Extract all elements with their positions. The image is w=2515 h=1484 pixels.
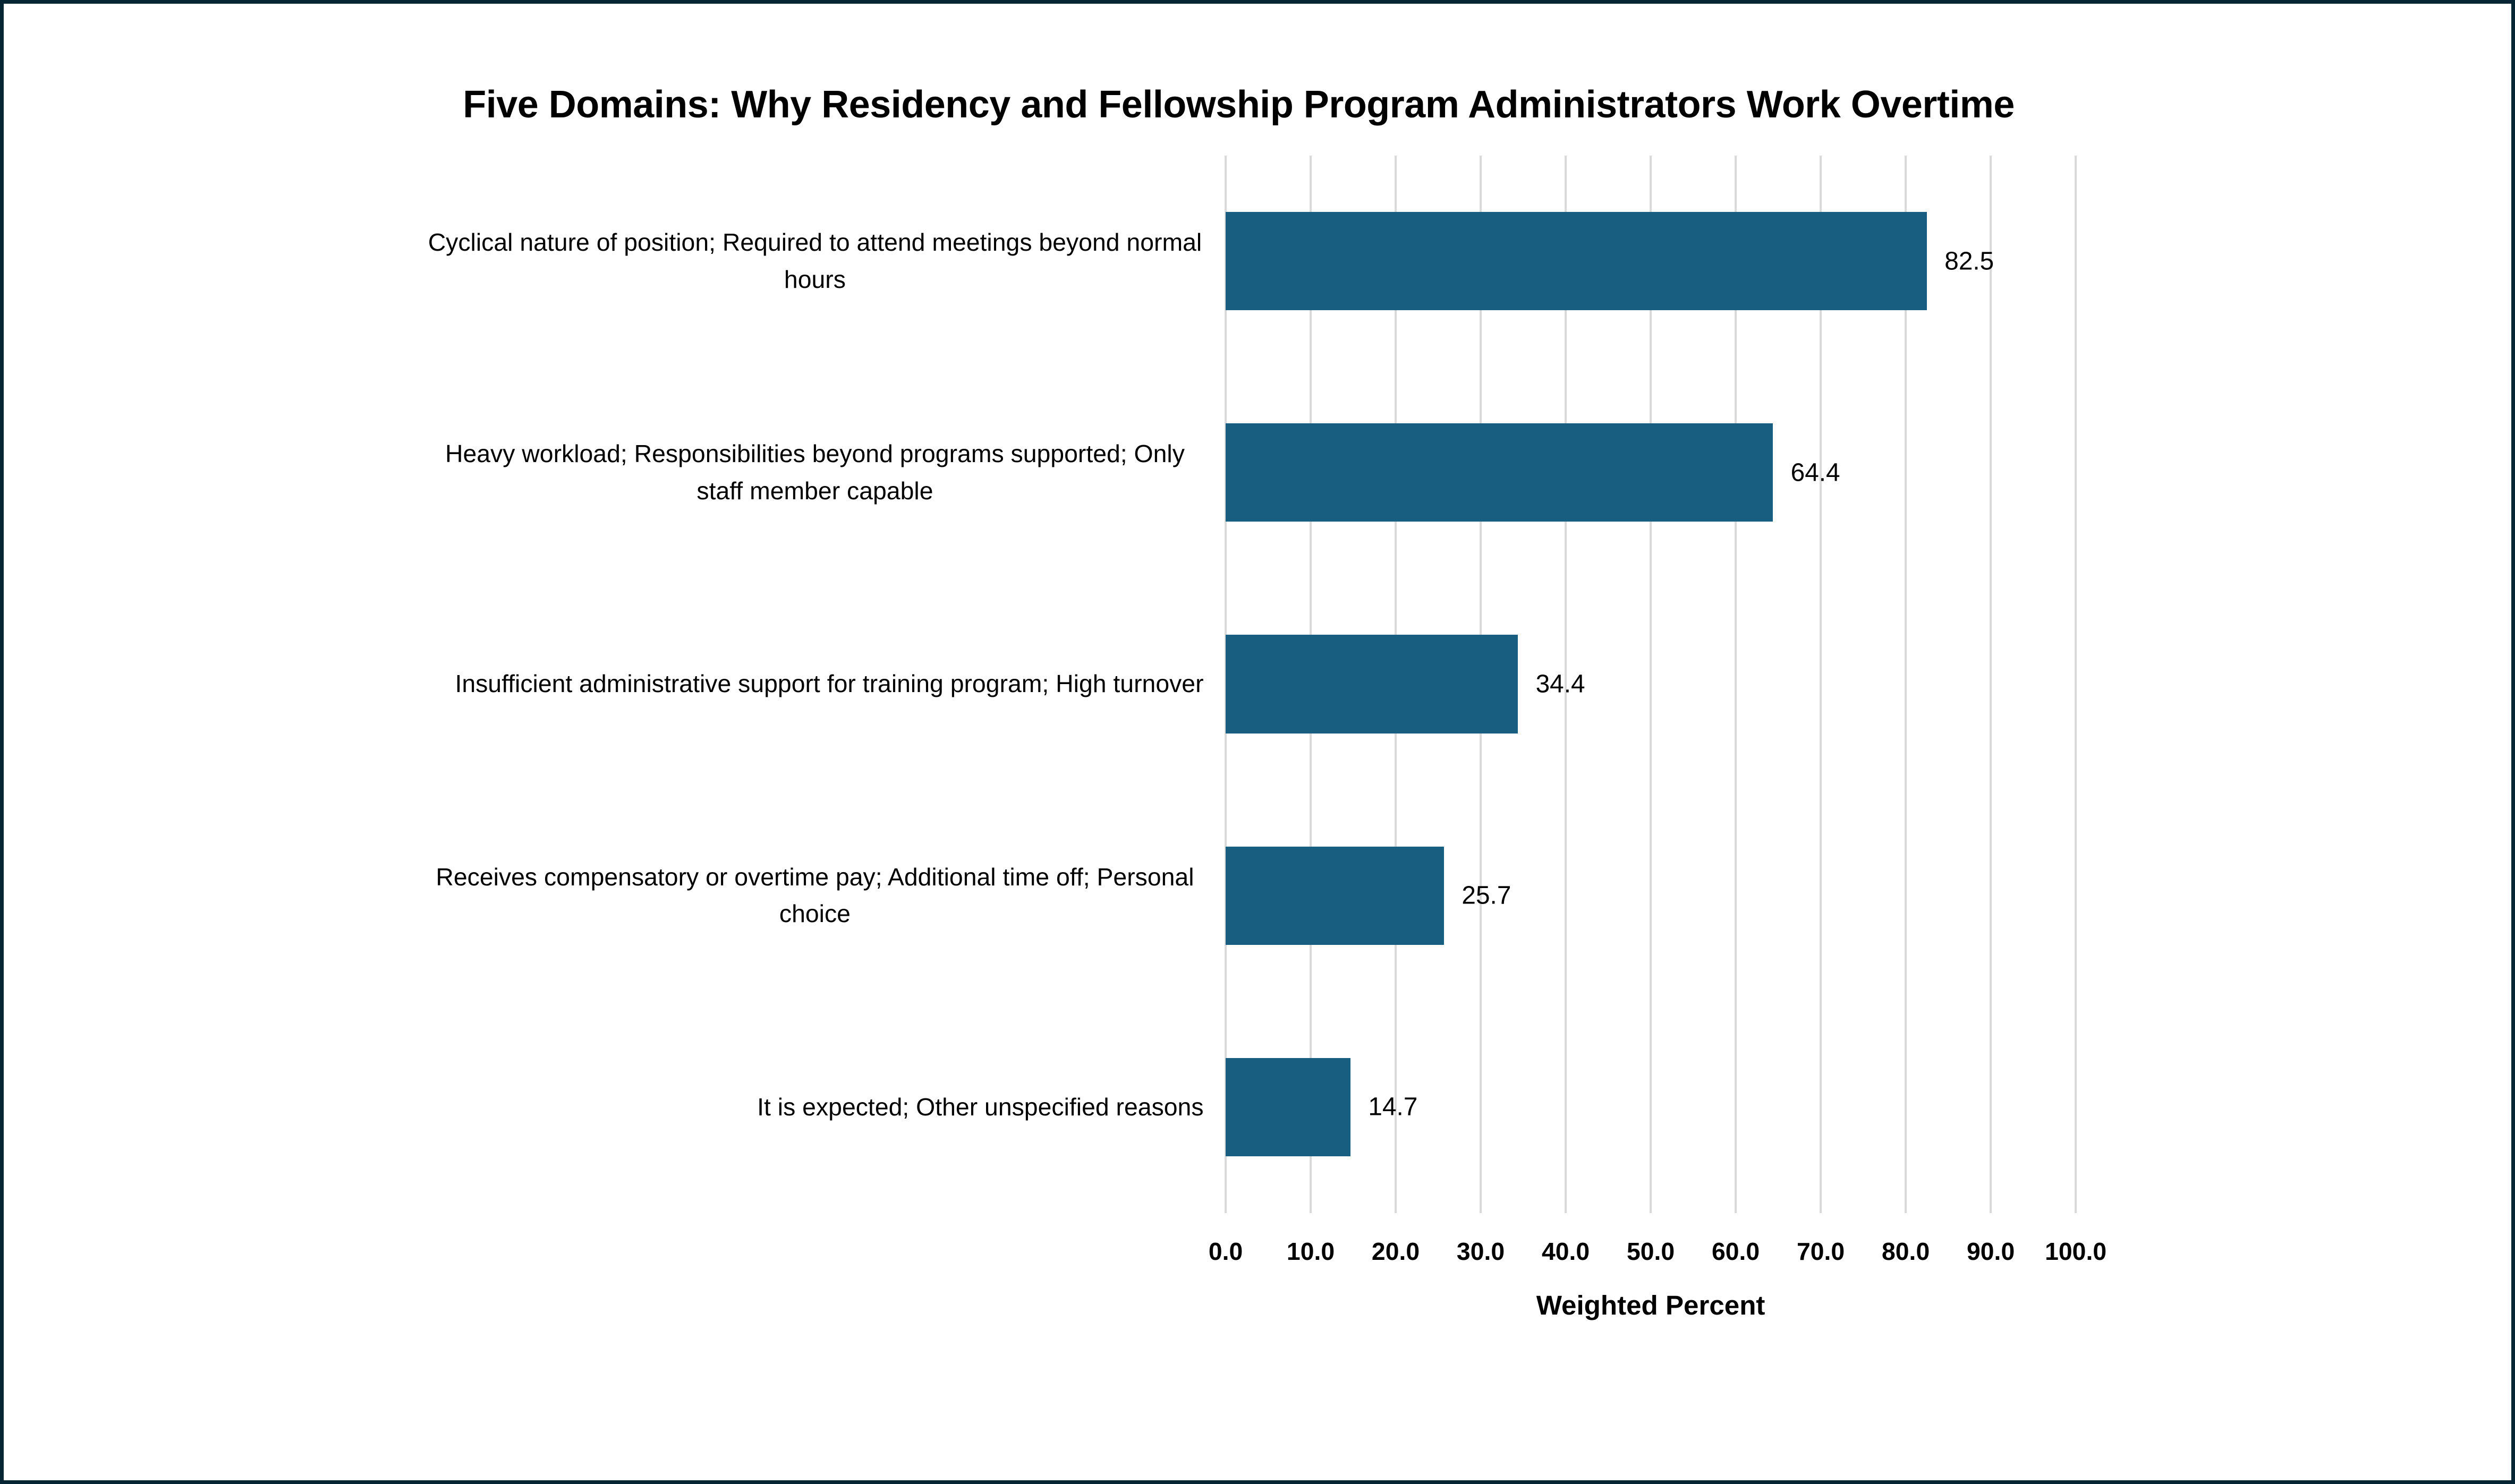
bar-row <box>1226 790 2076 1001</box>
category-label-cell <box>426 156 1203 367</box>
x-axis <box>1208 1237 2107 1272</box>
x-axis-tick-label: 40.0 <box>1541 1237 1590 1265</box>
x-axis-tick-label: 80.0 <box>1881 1237 1930 1265</box>
bar-value-label: 14.7 <box>1368 1093 1418 1121</box>
category-label-cell <box>426 578 1203 790</box>
bar <box>1226 635 1518 733</box>
bar <box>1226 1058 1350 1156</box>
x-axis-tick-label: 0.0 <box>1208 1237 1243 1265</box>
bar <box>1226 847 1444 945</box>
category-label: Receives compensatory or overtime pay; Additional time off; Personal choice <box>436 863 1194 928</box>
category-label: Cyclical nature of position; Required to attend meetings beyond normal hours <box>428 228 1202 293</box>
x-axis-tick-label: 100.0 <box>2045 1237 2107 1265</box>
bar-row <box>1226 578 2076 790</box>
bar-row <box>1226 367 2076 578</box>
category-label: Heavy workload; Responsibilities beyond programs supported; Only staff member capable <box>445 440 1185 505</box>
category-label-cell <box>426 790 1203 1001</box>
x-axis-tick-label: 90.0 <box>1966 1237 2015 1265</box>
bar-value-label: 64.4 <box>1790 458 1840 487</box>
chart-title: Five Domains: Why Residency and Fellowship Program Administrators Work Overtime <box>463 83 2015 126</box>
x-axis-tick-label: 70.0 <box>1796 1237 1845 1265</box>
x-axis-tick-label: 20.0 <box>1371 1237 1420 1265</box>
bar-value-label: 34.4 <box>1535 670 1585 698</box>
category-label-cell <box>426 1001 1203 1213</box>
x-axis-tick-label: 30.0 <box>1456 1237 1505 1265</box>
bar <box>1226 423 1773 522</box>
x-axis-tick-label: 10.0 <box>1286 1237 1335 1265</box>
bar-row <box>1226 156 2076 367</box>
plot-area <box>1208 156 2107 1320</box>
category-label: It is expected; Other unspecified reasons <box>757 1093 1204 1121</box>
bar-value-label: 82.5 <box>1944 247 1994 276</box>
category-label-cell <box>426 367 1203 578</box>
x-axis-tick-label: 50.0 <box>1626 1237 1675 1265</box>
bar-row <box>1226 1001 2076 1213</box>
category-label: Insufficient administrative support for training program; High turnover <box>455 670 1204 698</box>
bar <box>1226 212 1927 310</box>
bar-value-label: 25.7 <box>1462 881 1511 910</box>
x-axis-tick-label: 60.0 <box>1711 1237 1760 1265</box>
x-axis-title: Weighted Percent <box>1536 1290 1765 1320</box>
